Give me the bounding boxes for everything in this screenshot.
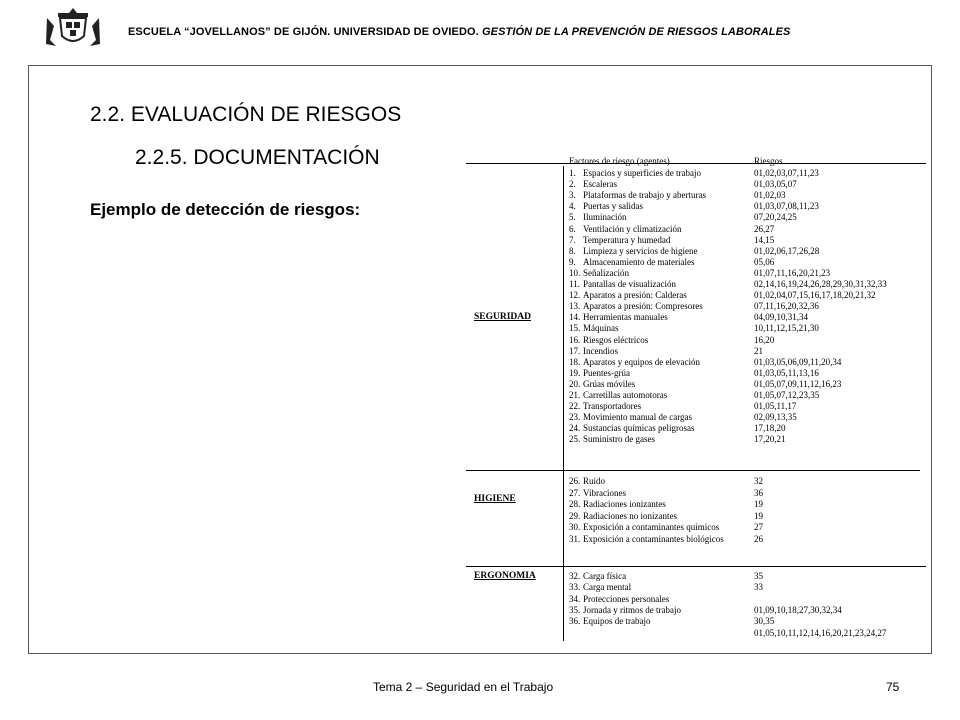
risk-codes: 32 (754, 476, 763, 486)
factor-number: 7. (569, 234, 576, 245)
factor-label: Radiaciones ionizantes (583, 499, 666, 509)
column-header-risks: Riesgos (754, 156, 783, 166)
factor-number: 19. (569, 367, 581, 378)
risk-codes: 26 (754, 533, 763, 544)
risk-codes: 26,27 (754, 223, 775, 234)
factor-number: 26. (569, 476, 581, 486)
factor-number: 21. (569, 390, 581, 400)
factor-label: Carga física (583, 571, 627, 581)
factor-number: 1. (569, 168, 576, 178)
factor-number: 18. (569, 356, 581, 367)
risk-codes: 01,03,05,07 (754, 179, 797, 190)
risk-codes: 35 (754, 571, 763, 581)
risk-codes: 17,20,21 (754, 434, 786, 445)
factor-label: Puentes-grúa (583, 367, 630, 378)
factor-number: 2. (569, 179, 576, 190)
factor-number: 14. (569, 312, 581, 323)
risk-codes: 05,06 (754, 256, 775, 267)
risk-codes: 01,02,03 (754, 190, 786, 201)
factor-label: Exposición a contaminantes químicos (583, 522, 720, 532)
factor-label: Almacenamiento de materiales (583, 256, 695, 267)
factor-label: Escaleras (583, 179, 617, 190)
factor-label: Iluminación (583, 212, 627, 223)
factor-number: 30. (569, 522, 581, 532)
factor-number: 24. (569, 423, 581, 434)
factor-label: Vibraciones (583, 487, 626, 498)
factor-label: Sustancias químicas peligrosas (583, 423, 695, 434)
risk-codes: 17,18,20 (754, 423, 786, 434)
risk-codes: 02,14,16,19,24,26,28,29,30,31,32,33 (754, 279, 887, 289)
factor-label: Grúas móviles (583, 378, 636, 389)
factor-number: 34. (569, 593, 581, 604)
factor-number: 25. (569, 434, 581, 445)
example-heading: Ejemplo de detección de riesgos: (90, 200, 361, 219)
factor-number: 36. (569, 616, 581, 627)
factor-label: Ruido (583, 476, 606, 486)
factor-label: Incendios (583, 345, 618, 356)
factor-number: 35. (569, 604, 581, 615)
factor-label: Señalización (583, 267, 629, 278)
factor-number: 5. (569, 212, 576, 223)
risk-codes: 01,05,07,09,11,12,16,23 (754, 378, 842, 389)
factor-label: Aparatos a presión: Compresores (583, 301, 703, 312)
factor-label: Carga mental (583, 582, 632, 593)
table-column-divider (563, 166, 564, 641)
risk-codes: 01,09,10,18,27,30,32,34 (754, 604, 842, 615)
table-top-rule (466, 163, 926, 164)
factor-number: 13. (569, 301, 581, 312)
factor-label: Jornada y ritmos de trabajo (583, 604, 681, 615)
factor-number: 15. (569, 323, 581, 334)
risk-codes: 14,15 (754, 234, 775, 245)
factor-label: Aparatos y equipos de elevación (583, 356, 700, 367)
risk-codes: 01,05,07,12,23,35 (754, 390, 820, 400)
factor-label: Radiaciones no ionizantes (583, 510, 677, 521)
header-institution: ESCUELA “JOVELLANOS” DE GIJÓN. UNIVERSIDAD DE OVIEDO. (128, 26, 479, 38)
risk-codes: 07,20,24,25 (754, 212, 797, 223)
factor-label: Protecciones personales (583, 593, 670, 604)
factor-label: Aparatos a presión: Calderas (583, 290, 687, 301)
factor-label: Plataformas de trabajo y aberturas (583, 190, 706, 201)
factor-number: 28. (569, 499, 581, 509)
factor-label: Pantallas de visualización (583, 279, 676, 289)
risk-codes: 01,03,05,06,09,11,20,34 (754, 356, 842, 367)
factor-number: 17. (569, 345, 581, 356)
risk-codes: 30,35 (754, 616, 775, 627)
slide-title: 2.2. EVALUACIÓN DE RIESGOS (90, 103, 402, 126)
factor-label: Transportadores (583, 401, 642, 412)
factor-number: 22. (569, 401, 581, 412)
factor-number: 8. (569, 245, 576, 256)
factor-number: 27. (569, 487, 581, 498)
risk-codes-extra: 01,05,10,11,12,14,16,20,21,23,24,27 (754, 627, 887, 638)
factor-number: 4. (569, 201, 576, 212)
factor-label: Exposición a contaminantes biológicos (583, 533, 724, 544)
risk-codes: 27 (754, 522, 763, 532)
risk-codes: 04,09,10,31,34 (754, 312, 808, 323)
factor-number: 9. (569, 256, 576, 267)
factor-label: Limpieza y servicios de higiene (583, 245, 698, 256)
factor-number: 33. (569, 582, 581, 593)
risk-codes: 01,02,06,17,26,28 (754, 245, 820, 256)
risk-codes: 01,07,11,16,20,21,23 (754, 267, 831, 278)
factor-label: Temperatura y humedad (583, 234, 671, 245)
factor-label: Puertas y salidas (583, 201, 643, 212)
group-ergonomia: ERGONOMIA (474, 571, 536, 581)
footer-topic: Tema 2 – Seguridad en el Trabajo (373, 680, 554, 694)
factor-number: 23. (569, 412, 581, 423)
risk-codes: 07,11,16,20,32,36 (754, 301, 819, 312)
risk-codes: 33 (754, 582, 763, 593)
risk-codes: 10,11,12,15,21,30 (754, 323, 819, 334)
factor-number: 6. (569, 223, 576, 234)
factor-number: 31. (569, 533, 581, 544)
page-number: 75 (886, 680, 900, 694)
factor-label: Riesgos eléctricos (583, 334, 649, 345)
header-course: GESTIÓN DE LA PREVENCIÓN DE RIESGOS LABORALES (482, 26, 791, 38)
factor-label: Suministro de gases (583, 434, 655, 445)
factor-number: 20. (569, 378, 581, 389)
factor-number: 11. (569, 279, 580, 289)
factor-label: Movimiento manual de cargas (583, 412, 693, 423)
column-header-factors: Factores de riesgo (agentes) (569, 156, 670, 166)
risk-codes: 19 (754, 499, 763, 509)
factor-label: Máquinas (583, 323, 619, 334)
group-higiene: HIGIENE (474, 494, 516, 504)
factor-number: 16. (569, 334, 581, 345)
risk-codes: 16,20 (754, 334, 775, 345)
factor-number: 29. (569, 510, 581, 521)
factor-label: Carretillas automotoras (583, 390, 668, 400)
slide-subtitle: 2.2.5. DOCUMENTACIÓN (135, 146, 380, 169)
risk-codes: 01,03,05,11,13,16 (754, 367, 819, 378)
factor-label: Espacios y superficies de trabajo (583, 168, 701, 178)
factor-number: 3. (569, 190, 576, 201)
factor-label: Herramientas manuales (583, 312, 668, 323)
risk-codes: 01,03,07,08,11,23 (754, 201, 819, 212)
factor-number: 32. (569, 571, 581, 581)
risk-codes: 21 (754, 345, 763, 356)
risk-codes: 01,05,11,17 (754, 401, 797, 412)
group-seguridad: SEGURIDAD (474, 312, 532, 322)
factor-label: Equipos de trabajo (583, 616, 651, 627)
table-divider-higiene (466, 470, 920, 471)
risk-codes: 36 (754, 487, 763, 498)
factor-number: 12. (569, 290, 581, 301)
factor-label: Ventilación y climatización (583, 223, 682, 234)
university-crest-logo (44, 6, 102, 48)
table-divider-ergonomia (466, 566, 926, 567)
factor-number: 10. (569, 267, 581, 278)
risk-codes: 01,02,03,07,11,23 (754, 168, 819, 178)
risk-codes: 02,09,13,35 (754, 412, 797, 423)
risk-codes: 19 (754, 510, 763, 521)
risk-codes: 01,02,04,07,15,16,17,18,20,21,32 (754, 290, 876, 301)
document-header (128, 26, 790, 38)
